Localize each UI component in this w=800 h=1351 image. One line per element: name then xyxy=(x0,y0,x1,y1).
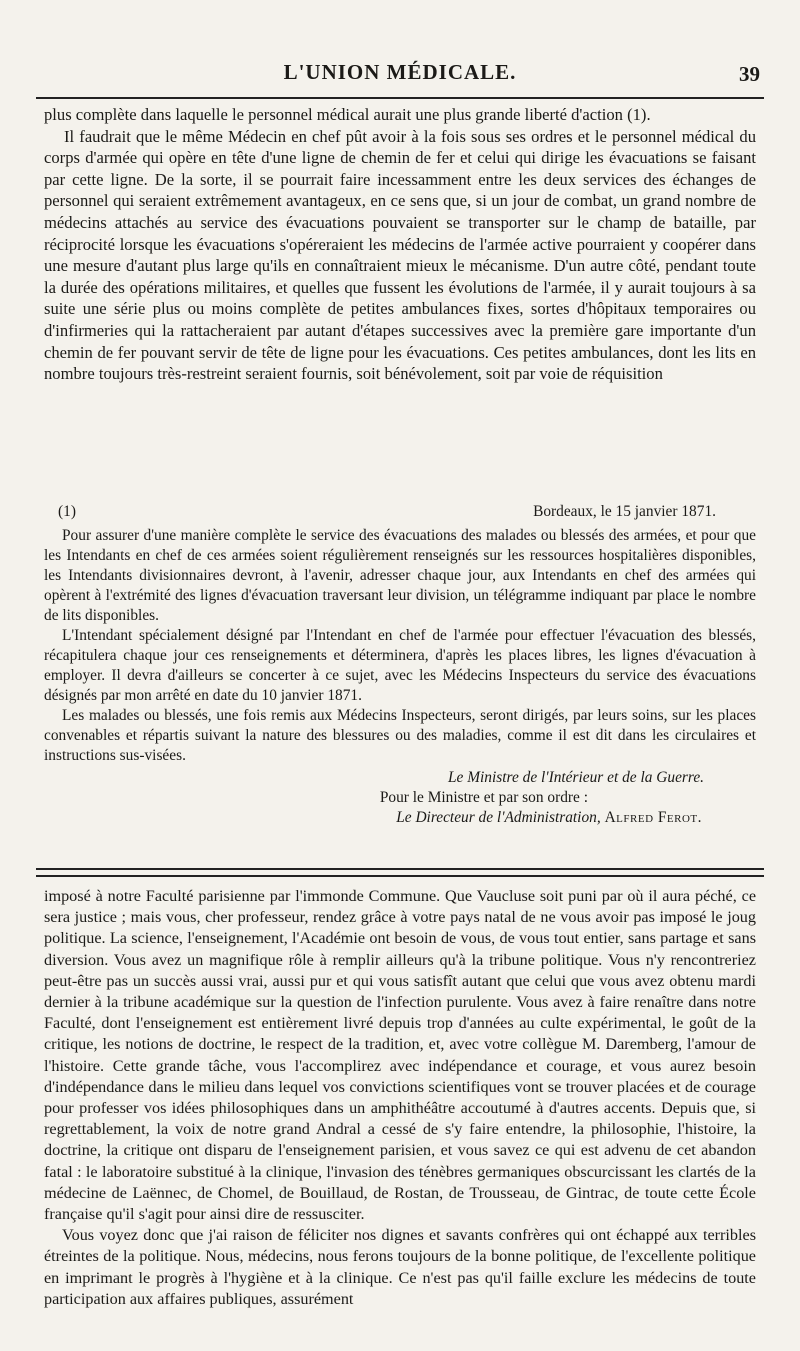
header-rule xyxy=(36,97,764,99)
continuation-paragraph-1: imposé à notre Faculté parisienne par l'immonde Commune. Que Vaucluse soit puni par où il aura péché, ce sera justice ; mais vous, cher professeur, rendez grâce à votre pays natal de ne vous avoir pas imposé le joug politique. La science, l'enseignement, l'Académie ont besoin de vous, de vous tout entier, sans partage et sans diversion. Vous avez un magnifique rôle à remplir ailleurs qu'à la tribune politique. Vous n'y rencontreriez peut-être pas un succès aussi vrai, aussi pur et qui vous satisfît autant que celui que vous avez obtenu mardi dernier à la tribune académique sur la question de l'infection purulente. Vous avez à faire renaître dans notre Faculté, dont l'enseignement est entièrement livré depuis trop d'années au culte expérimental, le goût de la critique, les notions de doctrine, le respect de la tradition, et, avec votre collègue M. Daremberg, l'amour de l'histoire. Cette grande tâche, vous l'accomplirez avec indépendance et courage, et vous aurez besoin d'indépendance dans le milieu dans lequel vos convictions scientifiques vont se trouver placées et de courage pour professer vos idées philosophiques dans un amphithéâtre accoutumé à d'autres accents. Depuis que, si regrettablement, la voix de notre grand Andral a cessé de s'y faire entendre, la philosophie, l'histoire, la doctrine, la critique ont disparu de l'enseignement parisien, et vous savez ce qui est advenu de cet abandon fatal : le laboratoire substitué à la clinique, l'invasion des ténèbres germaniques obscurcissant les clartés de la médecine de Laënnec, de Chomel, de Bouillaud, de Rostan, de Trousseau, de Gintrac, de toute cette École française qu'il s'agit pour ainsi dire de ressusciter. xyxy=(44,887,756,1224)
footnote-paragraph-3: Les malades ou blessés, une fois remis aux Médecins Inspecteurs, seront dirigés, par leurs soins, sur les places convenables et répartis suivant la nature des blessures ou des maladies, comme il est dit dans les circulaires et instructions sus-visées. xyxy=(44,707,756,764)
signature-name: Alfred Ferot. xyxy=(604,809,702,826)
main-article-text xyxy=(44,104,756,385)
section-divider xyxy=(36,868,764,877)
body-paragraph-2: Il faudrait que le même Médecin en chef pût avoir à la fois sous ses ordres et le personnel médical du corps d'armée qui opère en tête d'une ligne de chemin de fer et celui qui dirige les évacuations se faisant par cette ligne. De la sorte, il se pourrait faire incessamment entre les deux services des échanges de personnel qui seraient extrêmement avantageux, en ce sens que, si un jour de combat, un grand nombre de médecins attachés au service des évacuations pouvaient se transporter sur le champ de bataille, par réciprocité lorsque les évacuations s'opéreraient les médecins de l'armée active pourraient y coopérer dans une mesure d'autant plus large qu'ils en connaîtraient mieux le mécanisme. D'un autre côté, pendant toute la durée des opérations militaires, et quelles que fussent les évolutions de l'armée, il y aurait toujours à sa suite une série plus ou moins complète de petites ambulances fixes, sortes d'hôpitaux temporaires ou d'infirmeries qui la rattacheraient par autant d'étapes successives avec la première gare importante d'un chemin de fer pouvant servir de tête de ligne pour les évacuations. Ces petites ambulances, dont les lits en nombre toujours très-restreint seraient fournis, soit bénévolement, soit par voie de réquisition xyxy=(44,126,756,384)
signature-order: Pour le Ministre et par son ordre : xyxy=(379,789,588,806)
running-title: L'UNION MÉDICALE. xyxy=(283,60,517,84)
running-header xyxy=(44,0,760,90)
footnote-paragraph-1: Pour assurer d'une manière complète le service des évacuations des malades ou blessés des armées, et pour que les Intendants en chef de ces armées soient régulièrement renseignés sur les ressources hospitalières disponibles, les Intendants divisionnaires devront, à l'avenir, adresser chaque jour, aux Intendants en chef des armées qui opèrent à l'extrémité des lignes d'évacuation traversant leur division, un télégramme indiquant par place le nombre de lits disponibles. xyxy=(44,527,756,624)
footnote-place-date: Bordeaux, le 15 janvier 1871. xyxy=(533,503,716,520)
continuation-text xyxy=(44,886,756,1310)
footnote-marker: (1) xyxy=(58,503,76,520)
footnote-heading xyxy=(44,502,756,522)
journal-page xyxy=(44,0,760,1308)
body-paragraph-1: plus complète dans laquelle le personnel médical aurait une plus grande liberté d'action (1). xyxy=(44,105,651,124)
footnote-block xyxy=(44,502,756,828)
signature-director-line xyxy=(44,808,756,828)
continuation-paragraph-2: Vous voyez donc que j'ai raison de féliciter nos dignes et savants confrères qui ont échappé aux terribles étreintes de la politique. Nous, médecins, nous ferons toujours de la bonne politique, de l'excellente politique en imprimant le progrès à l'hygiène et à la clinique. Ce n'est pas qu'il faille exclure les médecins de toute participation aux affaires publiques, assurément xyxy=(44,1226,756,1308)
signature-director: Le Directeur de l'Administration, xyxy=(396,809,601,826)
page-number: 39 xyxy=(739,62,760,86)
footnote-paragraph-2: L'Intendant spécialement désigné par l'Intendant en chef de l'armée pour effectuer l'évacuation des blessés, récapitulera chaque jour ces renseignements et déterminera, d'après les places libres, les lignes d'évacuation à employer. Il devra d'ailleurs se concerter à ce sujet, avec les Médecins Inspecteurs du service des évacuations désignés par mon arrêté en date du 10 janvier 1871. xyxy=(44,627,756,704)
signature-minister: Le Ministre de l'Intérieur et de la Guerre. xyxy=(447,769,704,786)
